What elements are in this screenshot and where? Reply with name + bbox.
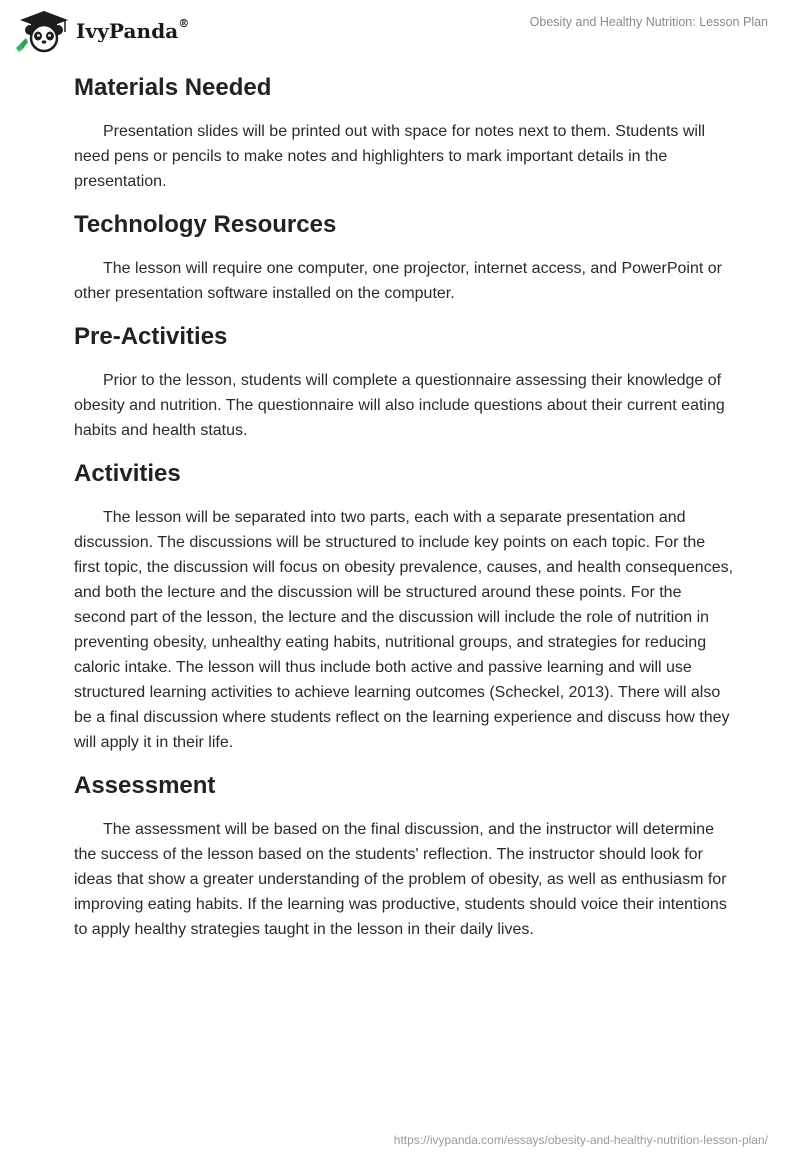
section-pre-activities — [74, 317, 734, 443]
brand-name: IvyPanda® — [76, 17, 190, 43]
section-paragraph: The lesson will be separated into two parts, each with a separate presentation and discussion. The discussions will be structured to include key points on each topic. For the first topic, the discussion will focus on obesity prevalence, causes, and health consequences, and both the lecture and the discussion will be structured around these points. For the second part of the lesson, the lecture and the discussion will include the role of nutrition in preventing obesity, unhealthy eating habits, nutritional groups, and strategies for reducing caloric intake. The lesson will thus include both active and passive learning and will use structured learning activities to achieve learning outcomes (Scheckel, 2013). There will also be a final discussion where students reflect on the learning experience and discuss how they will apply it in their life. — [74, 509, 734, 751]
section-paragraph: The assessment will be based on the final discussion, and the instructor will determine the success of the lesson based on the students' reflection. The instructor should look for ideas that show a greater understanding of the problem of obesity, as well as enthusiasm for improving eating habits. If the learning was productive, students should voice their intentions to apply healthy strategies taught in the lesson in their daily lives. — [74, 821, 727, 938]
document-body — [74, 68, 734, 942]
section-heading: Pre-Activities — [74, 323, 228, 350]
document-title: Obesity and Healthy Nutrition: Lesson Plan — [529, 15, 768, 29]
brand-logo[interactable] — [14, 8, 189, 54]
section-paragraph: The lesson will require one computer, one projector, internet access, and PowerPoint or other presentation software installed on the computer. — [74, 260, 722, 302]
section-assessment — [74, 766, 734, 942]
section-paragraph: Prior to the lesson, students will complete a questionnaire assessing their knowledge of obesity and nutrition. The questionnaire will also include questions about their current eating habits and health status. — [74, 372, 725, 439]
source-url-link[interactable]: https://ivypanda.com/essays/obesity-and-healthy-nutrition-lesson-plan/ — [393, 1133, 768, 1147]
section-heading: Materials Needed — [74, 74, 272, 101]
section-materials-needed — [74, 68, 734, 194]
section-heading: Activities — [74, 460, 181, 487]
section-heading: Technology Resources — [74, 211, 337, 238]
section-paragraph: Presentation slides will be printed out with space for notes next to them. Students will need pens or pencils to make notes and highlighters to mark important details in the presentation. — [74, 123, 706, 190]
section-heading: Assessment — [74, 772, 216, 799]
section-technology-resources — [74, 205, 734, 306]
page-header — [0, 0, 800, 60]
section-activities — [74, 454, 734, 755]
panda-graduate-icon — [14, 8, 74, 54]
